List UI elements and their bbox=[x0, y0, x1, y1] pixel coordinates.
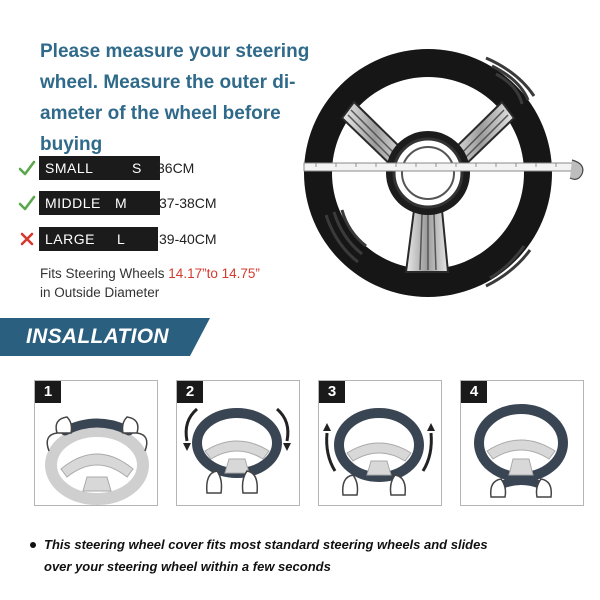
check-icon bbox=[18, 193, 36, 213]
size-code: M bbox=[115, 195, 127, 211]
step-1-illustration bbox=[35, 381, 159, 507]
size-cm: 36CM bbox=[157, 160, 195, 176]
note-line-1: This steering wheel cover fits most standard steering wheels and slides bbox=[44, 537, 488, 552]
headline-line-3: ameter of the wheel before bbox=[40, 103, 281, 124]
headline-line-2: wheel. Measure the outer di- bbox=[40, 72, 296, 93]
size-cm: 39-40CM bbox=[159, 231, 217, 247]
size-name: SMALL bbox=[45, 160, 94, 176]
bullet-icon bbox=[30, 542, 36, 548]
size-label-large bbox=[39, 227, 158, 251]
headline bbox=[40, 36, 320, 160]
note-line-2: over your steering wheel within a few seconds bbox=[44, 559, 331, 574]
step-number: 3 bbox=[319, 381, 345, 403]
installation-step-1 bbox=[34, 380, 158, 506]
size-row-middle bbox=[18, 191, 308, 215]
fit-range: 14.17”to 14.75” bbox=[168, 266, 260, 281]
installation-step-4 bbox=[460, 380, 584, 506]
fit-description bbox=[40, 264, 260, 302]
installation-title: INSALLATION bbox=[26, 325, 169, 348]
headline-line-4: buying bbox=[40, 134, 103, 155]
installation-step-3 bbox=[318, 380, 442, 506]
size-name: LARGE bbox=[45, 231, 95, 247]
size-cm: 37-38CM bbox=[159, 195, 217, 211]
size-code: L bbox=[117, 231, 125, 247]
step-number: 1 bbox=[35, 381, 61, 403]
check-icon bbox=[18, 158, 36, 178]
step-number: 2 bbox=[177, 381, 203, 403]
size-name: MIDDLE bbox=[45, 195, 101, 211]
steering-wheel-measure-image bbox=[296, 40, 586, 310]
size-code: S bbox=[132, 160, 142, 176]
step-2-illustration bbox=[177, 381, 301, 507]
headline-line-1: Please measure your steering bbox=[40, 41, 310, 62]
cross-icon bbox=[18, 229, 36, 249]
step-number: 4 bbox=[461, 381, 487, 403]
fit-prefix: Fits Steering Wheels bbox=[40, 266, 169, 281]
size-row-large bbox=[18, 227, 308, 251]
size-label-middle bbox=[39, 191, 160, 215]
installation-step-2 bbox=[176, 380, 300, 506]
step-4-illustration bbox=[461, 381, 585, 507]
size-label-small bbox=[39, 156, 160, 180]
fit-line-2: in Outside Diameter bbox=[40, 285, 160, 300]
size-row-small bbox=[18, 156, 308, 180]
step-3-illustration bbox=[319, 381, 443, 507]
